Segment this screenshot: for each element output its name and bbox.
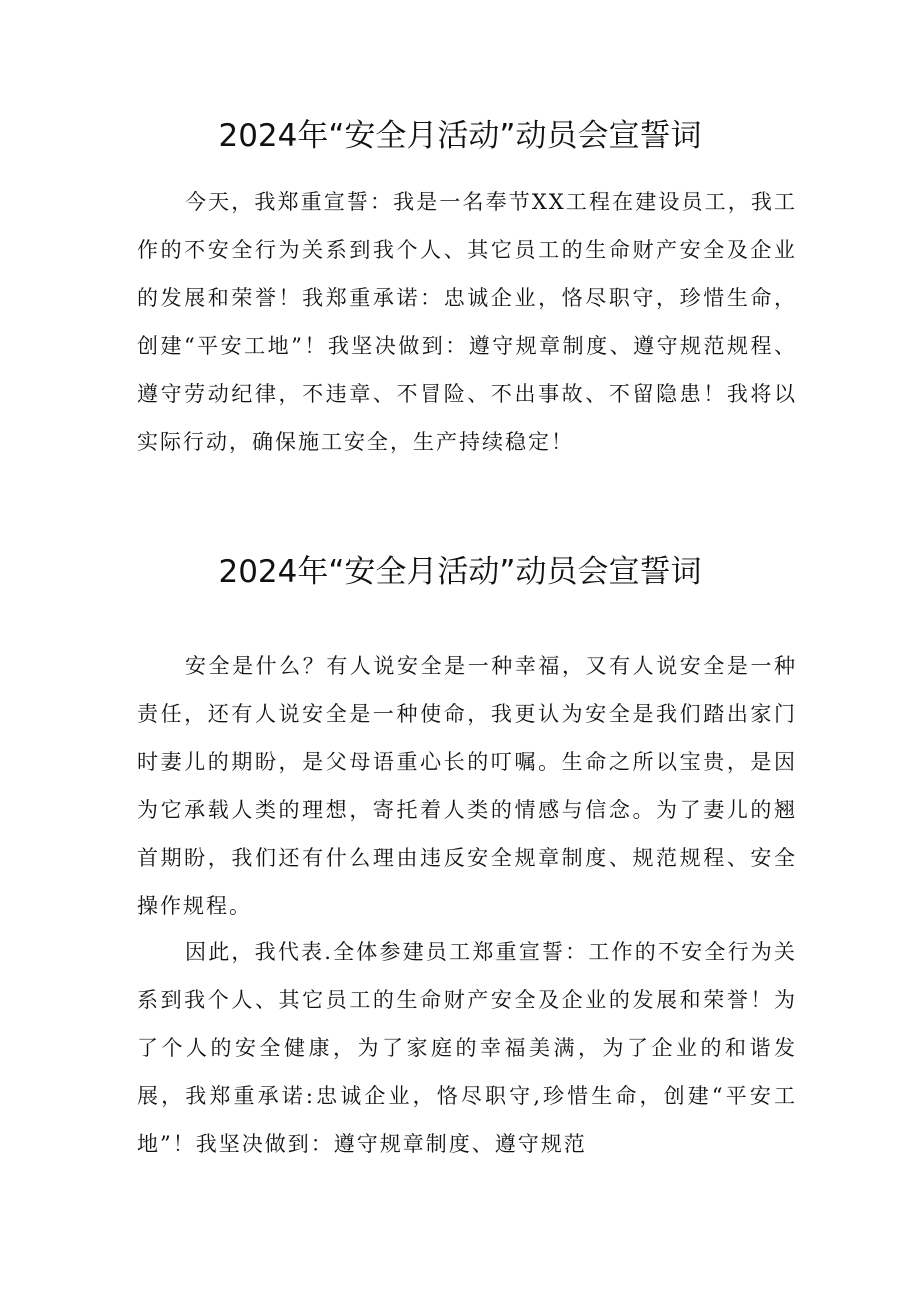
section-2-paragraph-2: 因此，我代表.全体参建员工郑重宣誓：工作的不安全行为关系到我个人、其它员工的生命财产安全及企业的发展和荣誉！为了个人的安全健康，为了家庭的幸福美满，为了企业的和谐发展，我郑重承诺:忠诚企业，恪尽职守,珍惜生命，创建“平安工地”！我坚决做到：遵守规章制度、遵守规范 [137, 940, 797, 1156]
section-1-paragraph-1: 今天，我郑重宣誓：我是一名奉节XX工程在建设员工，我工作的不安全行为关系到我个人、其它员工的生命财产安全及企业的发展和荣誉！我郑重承诺：忠诚企业，恪尽职守，珍惜生命，创建“平安工地”！我坚决做到：遵守规章制度、遵守规范规程、遵守劳动纪律，不违章、不冒险、不出事故、不留隐患！我将以实际行动，确保施工安全，生产持续稳定！ [137, 190, 797, 454]
section-1-title: 2024年“安全月活动”动员会宣誓词 [218, 118, 702, 154]
section-2-paragraph-1: 安全是什么？有人说安全是一种幸福，又有人说安全是一种责任，还有人说安全是一种使命，我更认为安全是我们踏出家门时妻儿的期盼，是父母语重心长的叮嘱。生命之所以宝贵，是因为它承载人类的理想，寄托着人类的情感与信念。为了妻儿的翘首期盼，我们还有什么理由违反安全规章制度、规范规程、安全操作规程。 [137, 654, 797, 918]
section-2-title: 2024年“安全月活动”动员会宣誓词 [218, 554, 702, 590]
